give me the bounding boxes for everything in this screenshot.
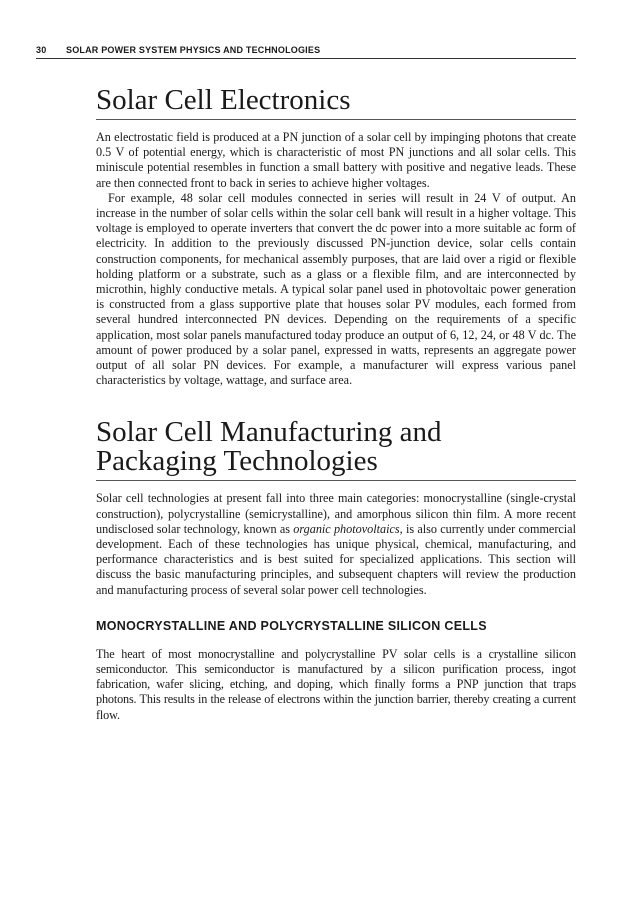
running-head-title: SOLAR POWER SYSTEM PHYSICS AND TECHNOLOGIES (66, 45, 321, 55)
page-number: 30 (36, 45, 47, 55)
section-heading-line-2: Packaging Technologies (96, 445, 378, 478)
section1-paragraph-2: For example, 48 solar cell modules connected in series will result in 24 V of output. An increase in the number of solar cells within the solar cell bank will result in a higher voltage. This voltage is employed to operate inverters that convert the dc power into a more suitable ac form of electricity. In addition to the previously discussed PN-junction device, solar cells contain construction components, for mechanical assembly purposes, that are laid over a rigid or flexible holding platform or a substrate, such as a glass or a flexible film, and are interconnected by microthin, highly conductive metals. A typical solar panel used in photovoltaic power generation is constructed from a glass supportive plate that houses solar PV modules, each formed from several hundred interconnected PN devices. Depending on the requirements of a specific application, most solar panels manufactured today produce an output of 6, 12, 24, or 48 V dc. The amount of power produced by a solar panel, expressed in watts, represents an aggregate power output of all solar PN devices. For example, a manufacturer will express various panel characteristics by voltage, wattage, and surface area. (96, 190, 576, 388)
section2-text-after: is also currently under commercial development. Each of these technologies has unique physical, chemical, manufacturing, and performance characteristics and is best suited for specialized applications. This section will discuss the basic manufacturing principles, and subsequent chapters will review the production and manufacturing process of several solar power cell technologies. (96, 521, 576, 597)
running-head (36, 45, 576, 59)
subsection-heading: MONOCRYSTALLINE AND POLYCRYSTALLINE SILICON CELLS (96, 618, 487, 633)
section2-text-before: Solar cell technologies at present fall into three main categories: monocrystalline (single-crystal construction), polycrystalline (semicrystalline), and amorphous silicon thin film. A more recent undisclosed solar technology, known as (96, 491, 576, 536)
section2-italic-term: organic photovoltaics, (293, 521, 403, 536)
page-content (96, 86, 576, 723)
section-heading-solar-cell-electronics: Solar Cell Electronics (96, 86, 576, 120)
section-heading-line-1: Solar Cell Manufacturing and (96, 416, 442, 449)
section-heading-manufacturing (96, 418, 576, 481)
section2-paragraph-1 (96, 491, 576, 597)
subsection-paragraph: The heart of most monocrystalline and polycrystalline PV solar cells is a crystalline silicon semiconductor. This semiconductor is manufactured by a silicon purification process, ingot fabrication, wafer slicing, etching, and doping, which finally forms a PNP junction that traps photons. This results in the release of electrons within the junction barrier, thereby creating a current flow. (96, 646, 576, 722)
section1-paragraph-1: An electrostatic field is produced at a PN junction of a solar cell by impinging photons that create 0.5 V of potential energy, which is characteristic of most PN junctions and all solar cells. This miniscule potential resembles in function a small battery with positive and negative leads. These are then connected front to back in series to achieve higher voltages. (96, 130, 576, 190)
